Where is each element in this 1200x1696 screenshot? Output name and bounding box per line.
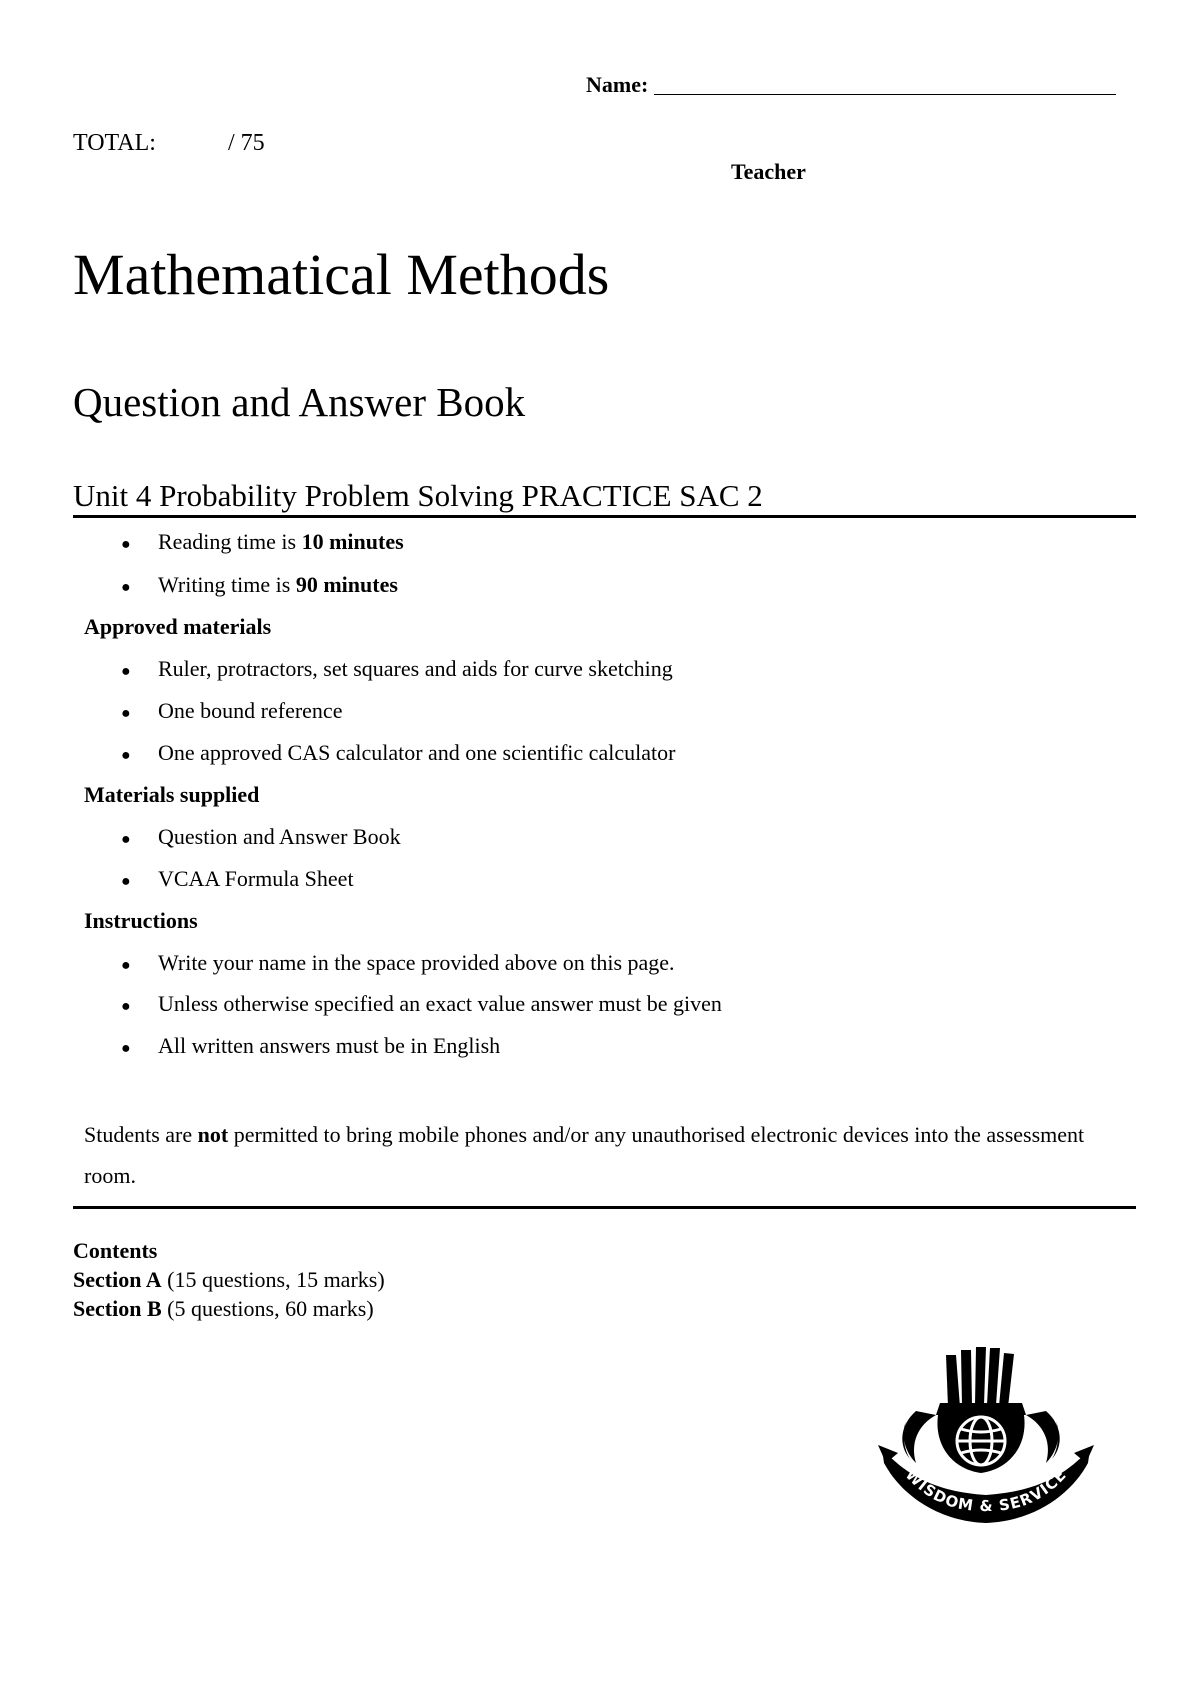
approved-material-item: Ruler, protractors, set squares and aids for curve sketching <box>158 656 673 681</box>
timing-item: Writing time is 90 minutes <box>158 572 398 597</box>
bullet-icon: ● <box>121 831 131 848</box>
unit-heading: Unit 4 Probability Problem Solving PRACTICE SAC 2 <box>73 480 1136 518</box>
thistle-crest-icon <box>876 1345 1096 1530</box>
supplied-material-item: VCAA Formula Sheet <box>158 866 354 891</box>
contents-section-a: Section A (15 questions, 15 marks) <box>73 1267 385 1292</box>
bullet-icon: ● <box>121 705 131 722</box>
bullet-icon: ● <box>121 873 131 890</box>
bullet-icon: ● <box>121 663 131 680</box>
instructions-heading: Instructions <box>84 908 198 933</box>
bullet-icon: ● <box>121 747 131 764</box>
contents-heading: Contents <box>73 1238 158 1263</box>
total-value: / 75 <box>228 130 265 156</box>
bullet-icon: ● <box>121 957 131 974</box>
timing-item: Reading time is 10 minutes <box>158 529 404 554</box>
contents-section-b: Section B (5 questions, 60 marks) <box>73 1296 374 1321</box>
svg-text:WISDOM & SERVICE: WISDOM & SERVICE <box>901 1465 1071 1516</box>
section-divider <box>73 1206 1136 1209</box>
name-blank-line[interactable] <box>654 72 1116 95</box>
bullet-icon: ● <box>121 579 131 596</box>
approved-materials-heading: Approved materials <box>84 614 272 639</box>
total-label: TOTAL: <box>73 130 156 156</box>
name-field[interactable] <box>586 72 1116 98</box>
bullet-icon: ● <box>121 536 131 553</box>
bullet-icon: ● <box>121 1040 131 1057</box>
instruction-item: All written answers must be in English <box>158 1033 501 1058</box>
bullet-icon: ● <box>121 998 131 1015</box>
approved-material-item: One bound reference <box>158 698 343 723</box>
document-subtitle: Question and Answer Book <box>73 379 526 425</box>
instruction-item: Unless otherwise specified an exact value answer must be given <box>158 991 722 1016</box>
supplied-material-item: Question and Answer Book <box>158 824 401 849</box>
device-notice: Students are not permitted to bring mobile phones and/or any unauthorised electronic devices into the assessment room. <box>84 1122 1085 1188</box>
document-title: Mathematical Methods <box>73 242 610 307</box>
approved-material-item: One approved CAS calculator and one scientific calculator <box>158 740 676 765</box>
instruction-item: Write your name in the space provided above on this page. <box>158 950 675 975</box>
materials-supplied-heading: Materials supplied <box>84 782 260 807</box>
teacher-label: Teacher <box>731 159 806 184</box>
name-label: Name: <box>586 72 649 97</box>
